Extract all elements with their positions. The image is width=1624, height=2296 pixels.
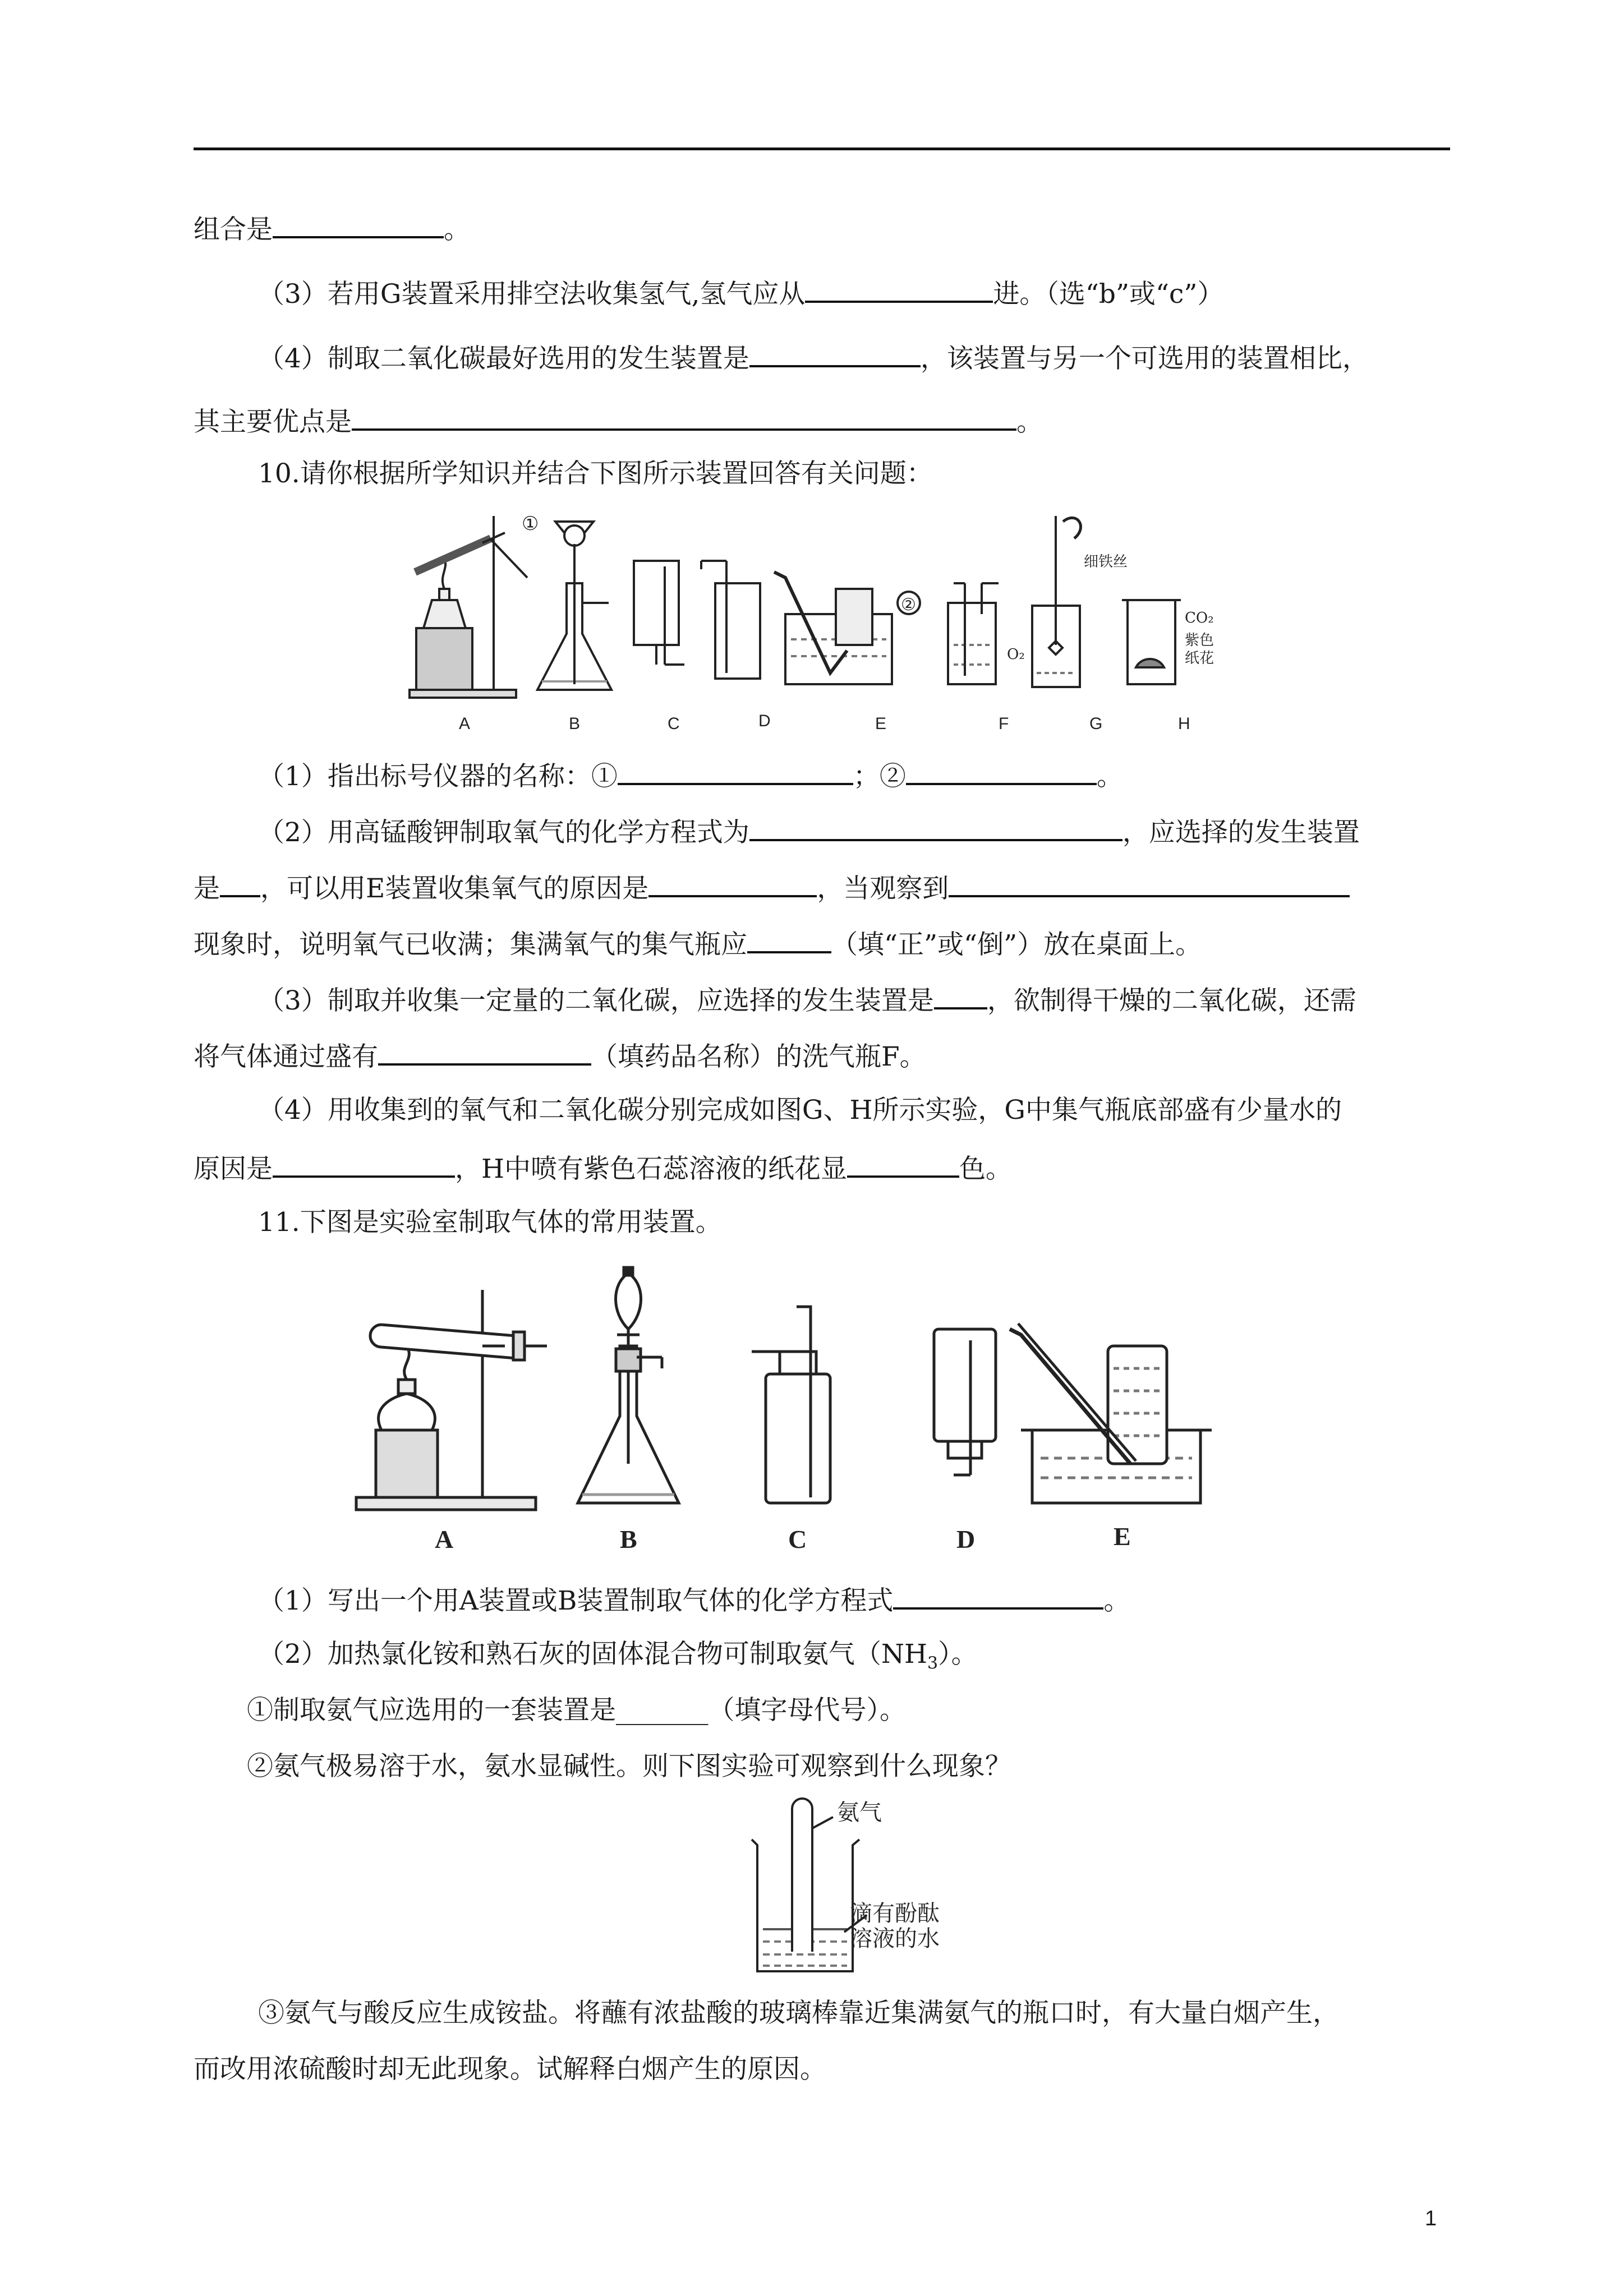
q10-text: 将气体通过盛有	[194, 1041, 378, 1072]
q11-apparatus-figure	[348, 1262, 1358, 1553]
q10-text: 色。	[959, 1154, 1012, 1184]
q10-text: 。	[1096, 761, 1123, 792]
label-purple: 紫色	[1185, 632, 1214, 649]
answer-blank[interactable]	[949, 869, 1350, 897]
answer-blank[interactable]	[749, 813, 1122, 841]
apparatus-a	[410, 516, 527, 698]
q11-part2	[258, 1638, 978, 1680]
q10-part4-line2	[194, 1150, 1012, 1186]
label-o2: O₂	[1007, 646, 1025, 663]
q10-text: ，H中喷有紫色石蕊溶液的纸花显	[455, 1154, 847, 1184]
q10-text: （填“正”或“倒”）放在桌面上。	[831, 929, 1202, 960]
fig-label-b: B	[569, 714, 581, 733]
fig-label-f: F	[999, 714, 1009, 733]
apparatus-b	[578, 1267, 679, 1503]
page-number: 1	[1425, 2207, 1437, 2230]
q10-text: （1）指出标号仪器的名称：①	[258, 761, 618, 792]
q11-sub3-line2: 而改用浓硫酸时却无此现象。试解释白烟产生的原因。	[194, 2054, 826, 2085]
header-rule	[194, 147, 1450, 150]
q10-text: 现象时，说明氧气已收满；集满氧气的集气瓶应	[194, 929, 747, 960]
fig-label-c: C	[668, 714, 680, 733]
fig-label-a: A	[459, 714, 471, 733]
q10-intro: 10.请你根据所学知识并结合下图所示装置回答有关问题：	[258, 458, 933, 489]
apparatus-d	[701, 561, 760, 679]
apparatus-e	[1010, 1324, 1212, 1503]
q10-text: ，当观察到	[817, 873, 949, 904]
label-iron-wire: 细铁丝	[1084, 554, 1128, 570]
q10-part2-line3	[194, 925, 1202, 962]
q10-text: 是	[194, 873, 220, 904]
q10-text: （填药品名称）的洗气瓶F。	[591, 1041, 926, 1072]
q9-text: 组合是	[194, 214, 273, 245]
q11-sub1: ①制取氨气应选用的一套装置是_______（填字母代号）。	[247, 1695, 906, 1726]
apparatus-f	[948, 583, 999, 684]
marker-1: ①	[522, 513, 539, 535]
q11-text: （1）写出一个用A装置或B装置制取气体的化学方程式	[258, 1585, 894, 1616]
q9-text: （3）若用G装置采用排空法收集氢气,氢气应从	[258, 279, 806, 310]
q11-sub3: ③氨气与酸反应生成铵盐。将蘸有浓盐酸的玻璃棒靠近集满氨气的瓶口时，有大量白烟产生，	[258, 1998, 1339, 2028]
answer-blank[interactable]	[847, 1150, 959, 1178]
q10-part3	[258, 981, 1356, 1018]
q9-part3	[258, 275, 1223, 311]
q10-part1	[258, 757, 1123, 794]
apparatus-c	[634, 561, 684, 665]
fig-label-c: C	[788, 1525, 807, 1553]
q9-text: 其主要优点是	[194, 407, 352, 437]
label-co2: CO₂	[1185, 610, 1214, 626]
label-water: 溶液的水	[850, 1926, 940, 1952]
q9-text: （4）制取二氧化碳最好选用的发生装置是	[258, 343, 749, 374]
q10-text: ，可以用E装置收集氧气的原因是	[260, 873, 649, 904]
answer-blank[interactable]	[934, 981, 987, 1009]
answer-blank[interactable]	[273, 1150, 455, 1178]
q10-text: 原因是	[194, 1154, 273, 1184]
q10-part3-line2	[194, 1038, 926, 1074]
q11-text: 。	[1103, 1585, 1130, 1616]
label-paper-flower: 纸花	[1185, 650, 1214, 667]
q11-text: （2）加热氯化铵和熟石灰的固体混合物可制取氨气（NH	[258, 1639, 928, 1670]
fig-label-b: B	[620, 1525, 637, 1553]
answer-blank[interactable]	[273, 210, 444, 238]
answer-blank[interactable]	[906, 757, 1097, 785]
answer-blank[interactable]	[893, 1582, 1103, 1610]
apparatus-b	[522, 513, 611, 690]
q9-text: 进。（选“b”或“c”）	[993, 279, 1224, 310]
q11-intro: 11.下图是实验室制取气体的常用装置。	[258, 1207, 722, 1238]
q11-part1	[258, 1582, 1130, 1618]
q10-apparatus-figure	[393, 505, 1290, 740]
fig-label-d: D	[956, 1525, 976, 1553]
apparatus-h	[1122, 600, 1214, 684]
q11-sub2: ②氨气极易溶于水，氨水显碱性。则下图实验可观察到什么现象？	[247, 1751, 1011, 1782]
q9-part4	[258, 339, 1369, 376]
answer-blank[interactable]	[352, 403, 1016, 431]
fig-label-h: H	[1178, 714, 1190, 733]
q10-text: ；②	[853, 761, 906, 792]
answer-blank[interactable]	[749, 339, 921, 367]
marker-2: ②	[901, 595, 916, 615]
q10-part2	[258, 813, 1360, 850]
q10-part4: （4）用收集到的氧气和二氧化碳分别完成如图G、H所示实验，G中集气瓶底部盛有少量水的	[258, 1095, 1342, 1126]
q9-line1	[194, 210, 470, 247]
apparatus-c	[752, 1307, 830, 1503]
apparatus-d	[934, 1329, 996, 1475]
q10-text: ，欲制得干燥的二氧化碳，还需	[987, 985, 1356, 1016]
fig-label-e: E	[1114, 1522, 1131, 1551]
label-ammonia: 氨气	[837, 1800, 882, 1825]
q9-text: ，该装置与另一个可选用的装置相比，	[920, 343, 1369, 374]
answer-blank[interactable]	[747, 925, 831, 953]
apparatus-a	[356, 1290, 547, 1510]
q9-text: 。	[1016, 407, 1043, 437]
q10-text: （2）用高锰酸钾制取氧气的化学方程式为	[258, 817, 749, 848]
fig-label-e: E	[875, 714, 887, 733]
q10-part2-line2	[194, 869, 1350, 906]
q10-text: （3）制取并收集一定量的二氧化碳，应选择的发生装置是	[258, 985, 934, 1016]
answer-blank[interactable]	[618, 757, 853, 785]
q10-text: ，应选择的发生装置	[1122, 817, 1360, 848]
q9-text: 。	[444, 214, 470, 245]
apparatus-g	[1007, 516, 1128, 687]
q11-beaker-figure	[740, 1795, 976, 1980]
answer-blank[interactable]	[378, 1038, 591, 1066]
fig-label-d: D	[758, 712, 771, 730]
subscript: 3	[927, 1653, 938, 1673]
q9-part4-line2	[194, 403, 1043, 439]
answer-blank[interactable]	[805, 275, 993, 303]
q11-text: ）。	[938, 1639, 978, 1670]
fig-label-a: A	[435, 1525, 454, 1553]
fig-label-g: G	[1089, 714, 1103, 733]
apparatus-e	[774, 572, 920, 684]
answer-blank[interactable]	[220, 869, 260, 897]
label-phenolphthalein: 滴有酚酞	[850, 1901, 940, 1926]
answer-blank[interactable]	[648, 869, 817, 897]
